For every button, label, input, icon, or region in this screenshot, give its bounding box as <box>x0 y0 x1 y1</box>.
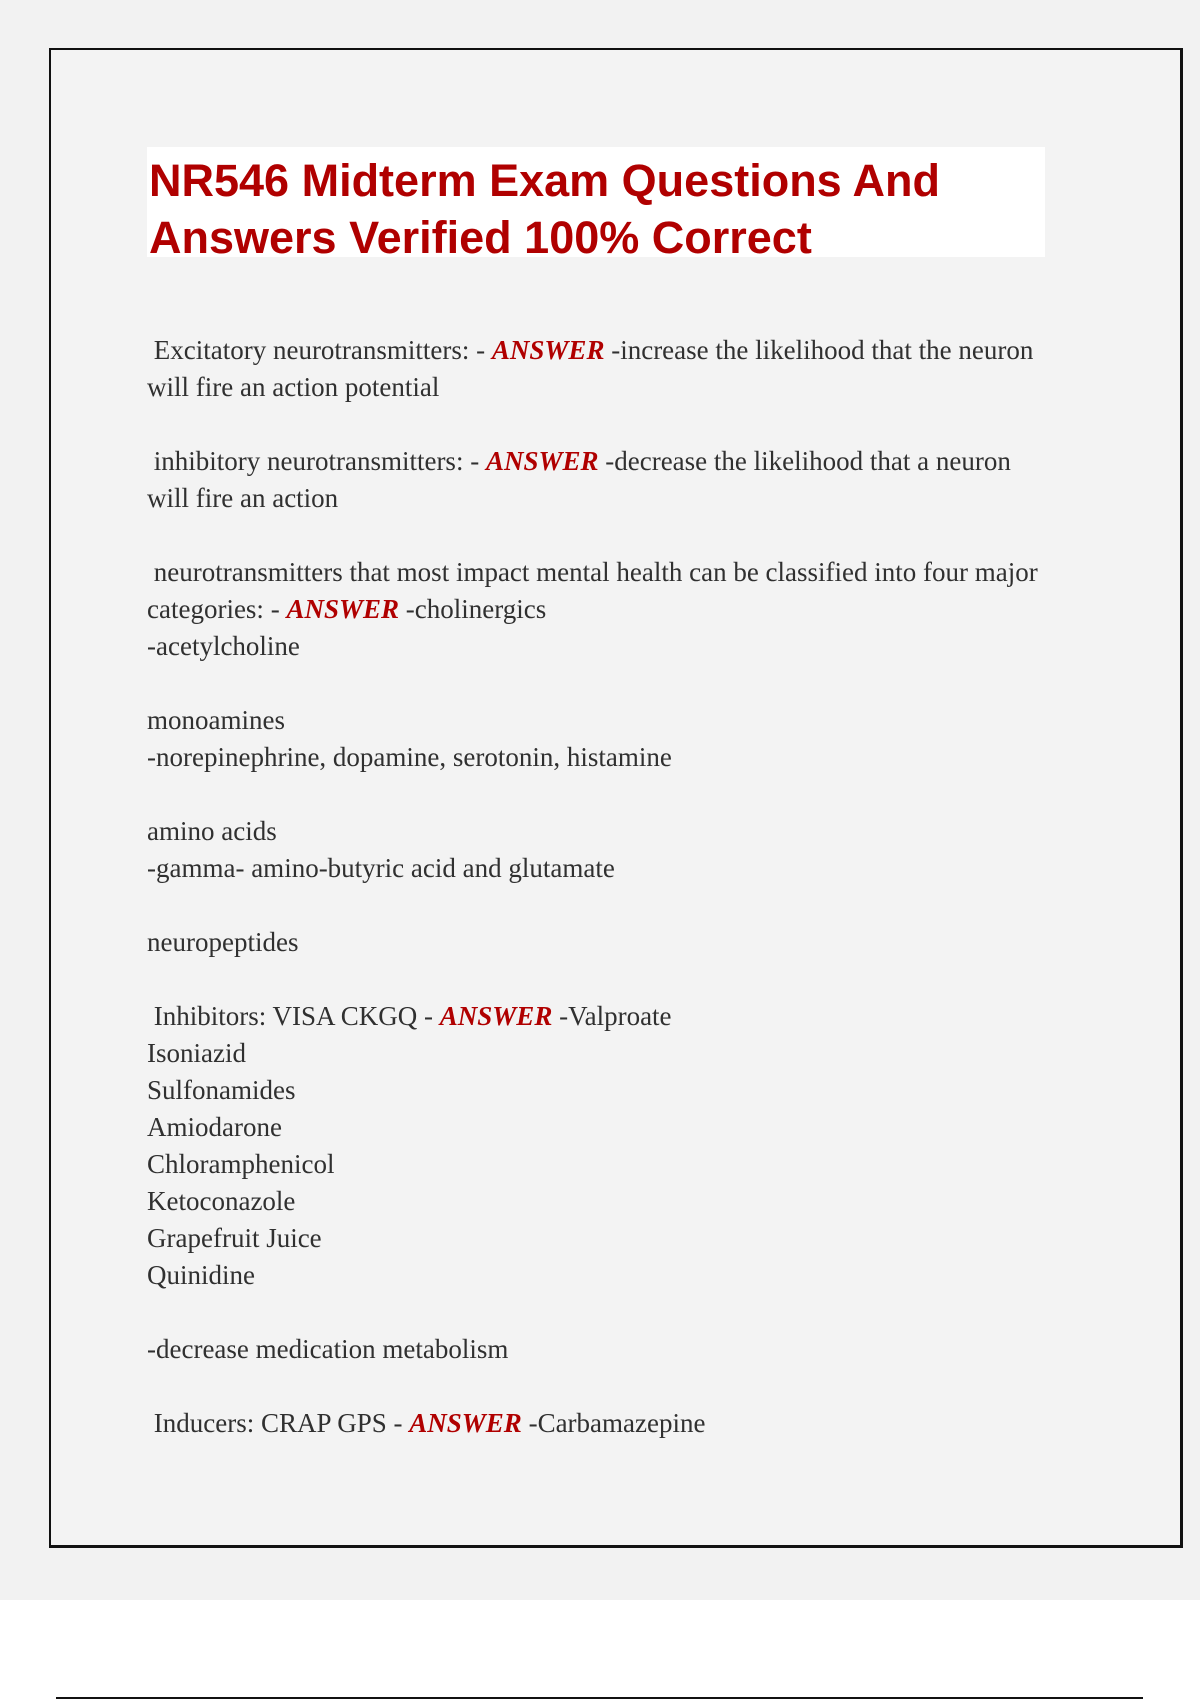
answer-marker: ANSWER <box>409 1408 522 1438</box>
answer-text: -decrease the likelihood that a neuron <box>598 446 1011 476</box>
document-page <box>49 48 1183 1548</box>
qa-item <box>147 1405 1127 1442</box>
question-text: Inhibitors: VISA CKGQ - <box>147 1001 440 1031</box>
question-text: neurotransmitters that most impact mental health can be classified into four major <box>147 557 1038 587</box>
answer-continuation: -norepinephrine, dopamine, serotonin, histamine <box>147 742 672 772</box>
footer-rule <box>56 1697 1143 1699</box>
blank-line <box>147 887 1127 924</box>
answer-continuation: -gamma- amino-butyric acid and glutamate <box>147 853 615 883</box>
answer-continuation: -acetylcholine <box>147 631 300 661</box>
question-text: Inducers: CRAP GPS - <box>147 1408 410 1438</box>
qa-first-line <box>147 332 1127 369</box>
qa-first-line <box>147 591 1127 628</box>
qa-item <box>147 443 1127 517</box>
qa-first-line <box>147 443 1127 480</box>
answer-text: -Valproate <box>552 1001 672 1031</box>
title-line-2: Answers Verified 100% Correct <box>149 212 812 263</box>
document-body <box>147 332 1127 1479</box>
answer-text: -cholinergics <box>399 594 547 624</box>
qa-item <box>147 332 1127 406</box>
blank-line <box>147 776 1127 813</box>
answer-marker: ANSWER <box>286 594 399 624</box>
answer-text: -Carbamazepine <box>521 1408 706 1438</box>
answer-continuation: Ketoconazole <box>147 1186 296 1216</box>
answer-continuation: Quinidine <box>147 1260 255 1290</box>
answer-continuation: Amiodarone <box>147 1112 282 1142</box>
blank-line <box>147 665 1127 702</box>
qa-first-line <box>147 998 1127 1035</box>
answer-continuation: monoamines <box>147 705 285 735</box>
answer-continuation: Sulfonamides <box>147 1075 296 1105</box>
qa-item <box>147 554 1127 961</box>
answer-continuation: Isoniazid <box>147 1038 246 1068</box>
answer-continuation: amino acids <box>147 816 277 846</box>
document-title <box>147 147 1045 266</box>
qa-first-line <box>147 1405 1127 1442</box>
question-text: Excitatory neurotransmitters: - <box>147 335 492 365</box>
answer-continuation: will fire an action <box>147 483 339 513</box>
answer-continuation: neuropeptides <box>147 927 299 957</box>
answer-continuation: -decrease medication metabolism <box>147 1334 509 1364</box>
qa-item <box>147 998 1127 1368</box>
answer-continuation: Grapefruit Juice <box>147 1223 322 1253</box>
question-text: categories: - <box>147 594 287 624</box>
answer-marker: ANSWER <box>491 335 605 365</box>
blank-line <box>147 1294 1127 1331</box>
answer-marker: ANSWER <box>439 1001 553 1031</box>
answer-marker: ANSWER <box>485 446 599 476</box>
title-line-1: NR546 Midterm Exam Questions And <box>149 155 941 206</box>
answer-continuation: will fire an action potential <box>147 372 440 402</box>
title-box <box>147 147 1045 263</box>
answer-continuation: Chloramphenicol <box>147 1149 335 1179</box>
question-text: inhibitory neurotransmitters: - <box>147 446 486 476</box>
answer-text: -increase the likelihood that the neuron <box>604 335 1034 365</box>
